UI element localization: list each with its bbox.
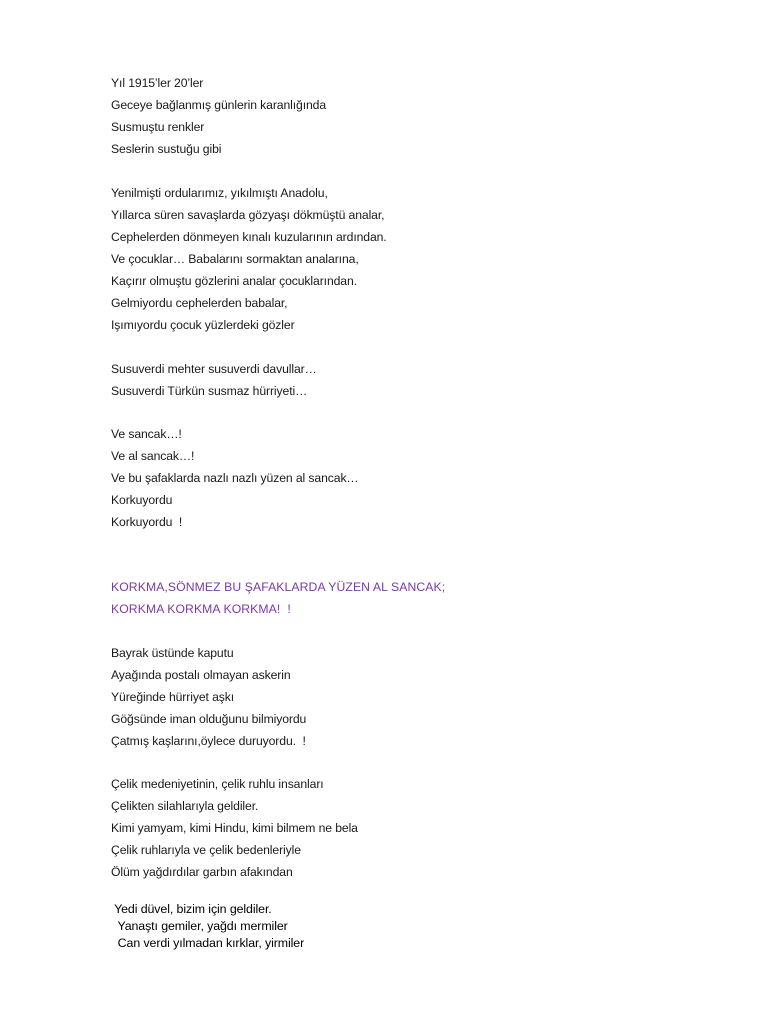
poem-line: Susmuştu renkler xyxy=(111,120,205,134)
poem-line: Susuverdi mehter susuverdi davullar… xyxy=(111,362,317,376)
poem-line: Can verdi yılmadan kırklar, yirmiler xyxy=(111,936,305,950)
poem-line: Ve çocuklar… Babalarını sormaktan analarına, xyxy=(111,252,359,266)
poem-line: Susuverdi Türkün susmaz hürriyeti… xyxy=(111,384,308,398)
poem-line: Gelmiyordu cephelerden babalar, xyxy=(111,296,288,310)
poem-line: Ve bu şafaklarda nazlı nazlı yüzen al sancak… xyxy=(111,471,359,485)
poem-line: Işımıyordu çocuk yüzlerdeki gözler xyxy=(111,318,295,332)
poem-line: Yıllarca süren savaşlarda gözyaşı dökmüştü analar, xyxy=(111,208,385,222)
poem-line: Ve al sancak…! xyxy=(111,449,195,463)
poem-line: Ayağında postalı olmayan askerin xyxy=(111,668,291,682)
poem-line: Bayrak üstünde kaputu xyxy=(111,646,234,660)
poem-line: Çatmış kaşlarını,öylece duruyordu. ! xyxy=(111,734,306,748)
poem-line: Korkuyordu ! xyxy=(111,515,183,529)
poem-line: Kaçırır olmuştu gözlerini analar çocuklarından. xyxy=(111,274,357,288)
poem-line: Ölüm yağdırdılar garbın afakından xyxy=(111,865,293,879)
poem-line: Seslerin sustuğu gibi xyxy=(111,142,222,156)
poem-line: Yüreğinde hürriyet aşkı xyxy=(111,690,235,704)
refrain-line: KORKMA KORKMA KORKMA! ! xyxy=(111,602,291,616)
poem-line: Korkuyordu xyxy=(111,493,173,507)
poem-line: Çelik medeniyetinin, çelik ruhlu insanları xyxy=(111,777,324,791)
refrain-line: KORKMA,SÖNMEZ BU ŞAFAKLARDA YÜZEN AL SANCAK; xyxy=(111,580,446,594)
poem-line: Kimi yamyam, kimi Hindu, kimi bilmem ne bela xyxy=(111,821,358,835)
poem-line: Çelik ruhlarıyla ve çelik bedenleriyle xyxy=(111,843,301,857)
poem-line: Yıl 1915’ler 20’ler xyxy=(111,76,204,90)
poem-line: Göğsünde iman olduğunu bilmiyordu xyxy=(111,712,307,726)
poem-line: Yanaştı gemiler, yağdı mermiler xyxy=(111,919,288,933)
poem-line: Geceye bağlanmış günlerin karanlığında xyxy=(111,98,327,112)
poem-line: Cephelerden dönmeyen kınalı kuzularının ardından. xyxy=(111,230,387,244)
poem-line: Yedi düvel, bizim için geldiler. xyxy=(111,902,272,916)
poem-line: Çelikten silahlarıyla geldiler. xyxy=(111,799,259,813)
poem-line: Ve sancak…! xyxy=(111,427,182,441)
poem-line: Yenilmişti ordularımız, yıkılmıştı Anadolu, xyxy=(111,186,328,200)
